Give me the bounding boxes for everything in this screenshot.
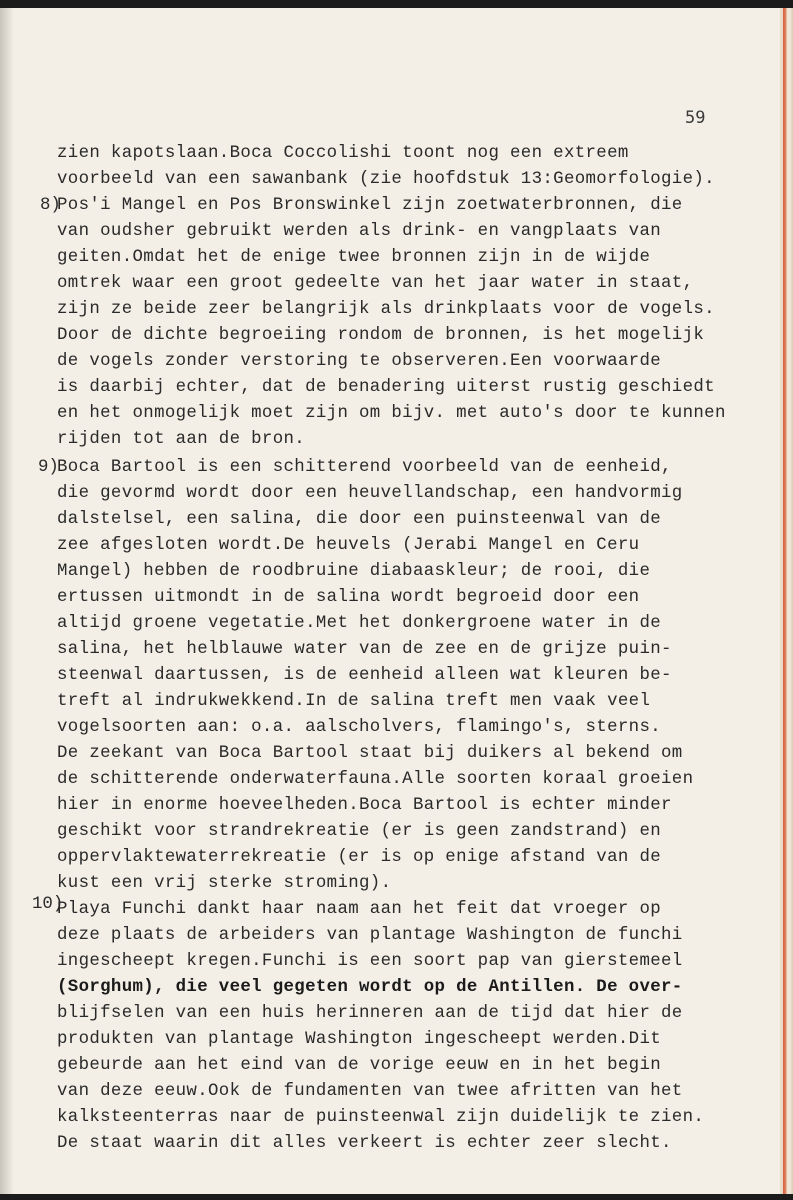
text-line: vogelsoorten aan: o.a. aalscholvers, flamingo's, sterns. [57,718,662,737]
text-line: steenwal daartussen, is de eenheid alleen wat kleuren be- [57,666,672,685]
text-line: kust een vrij sterke stroming). [57,874,392,893]
text-line: Door de dichte begroeiing rondom de bronnen, is het mogelijk [57,326,705,345]
text-line: oppervlaktewaterrekreatie (er is op enige afstand van de [57,848,662,867]
text-line: Boca Bartool is een schitterend voorbeeld van de eenheid, [57,458,672,477]
text-line: Playa Funchi dankt haar naam aan het feit dat vroeger op [57,900,662,919]
text-line: zee afgesloten wordt.De heuvels (Jerabi Mangel en Ceru [57,536,640,555]
page-number: 59 [685,108,706,128]
text-line: hier in enorme hoeveelheden.Boca Bartool is echter minder [57,796,672,815]
text-line: zien kapotslaan.Boca Coccolishi toont nog een extreem [57,144,629,163]
text-line: kalksteenterras naar de puinsteenwal zijn duidelijk te zien. [57,1108,705,1127]
text-line: de vogels zonder verstoring te observeren.Een voorwaarde [57,352,662,371]
text-line: gebeurde aan het eind van de vorige eeuw en in het begin [57,1056,662,1075]
text-line: ertussen uitmondt in de salina wordt begroeid door een [57,588,640,607]
text-line: Pos'i Mangel en Pos Bronswinkel zijn zoetwaterbronnen, die [57,196,683,215]
text-line: van deze eeuw.Ook de fundamenten van twee afritten van het [57,1082,683,1101]
text-line: omtrek waar een groot gedeelte van het jaar water in staat, [57,274,694,293]
text-line: (Sorghum), die veel gegeten wordt op de Antillen. De over- [57,978,683,997]
text-line: van oudsher gebruikt werden als drink- en vangplaats van [57,222,662,241]
text-line: treft al indrukwekkend.In de salina treft men vaak veel [57,692,651,711]
item-number-10: 10) [32,895,64,914]
text-line: geiten.Omdat het de enige twee bronnen zijn in de wijde [57,248,651,267]
text-line: salina, het helblauwe water van de zee en de grijze puin- [57,640,672,659]
item-number-8: 8) [40,196,61,215]
binding-shadow [0,8,14,1194]
text-line: produkten van plantage Washington ingescheept werden.Dit [57,1030,662,1049]
text-line: deze plaats de arbeiders van plantage Washington de funchi [57,926,683,945]
text-line: Mangel) hebben de roodbruine diabaaskleur; de rooi, die [57,562,651,581]
text-line: geschikt voor strandrekreatie (er is geen zandstrand) en [57,822,662,841]
text-line: die gevormd wordt door een heuvellandschap, een handvormig [57,484,683,503]
text-line: dalstelsel, een salina, die door een puinsteenwal van de [57,510,662,529]
text-line: ingescheept kregen.Funchi is een soort pap van gierstemeel [57,952,683,971]
text-line: voorbeeld van een sawanbank (zie hoofdstuk 13:Geomorfologie). [57,170,715,189]
text-line: de schitterende onderwaterfauna.Alle soorten koraal groeien [57,770,694,789]
text-line: is daarbij echter, dat de benadering uiterst rustig geschiedt [57,378,715,397]
text-line: De staat waarin dit alles verkeert is echter zeer slecht. [57,1134,672,1153]
item-number-9: 9) [38,458,59,477]
text-line: zijn ze beide zeer belangrijk als drinkplaats voor de vogels. [57,300,715,319]
document-page [0,8,780,1194]
text-line: en het onmogelijk moet zijn om bijv. met auto's door te kunnen [57,404,726,423]
text-line: rijden tot aan de bron. [57,430,306,449]
text-line: blijfselen van een huis herinneren aan de tijd dat hier de [57,1004,683,1023]
text-line: altijd groene vegetatie.Met het donkergroene water in de [57,614,662,633]
page-edge-strip [780,8,793,1194]
text-line: De zeekant van Boca Bartool staat bij duikers al bekend om [57,744,683,763]
